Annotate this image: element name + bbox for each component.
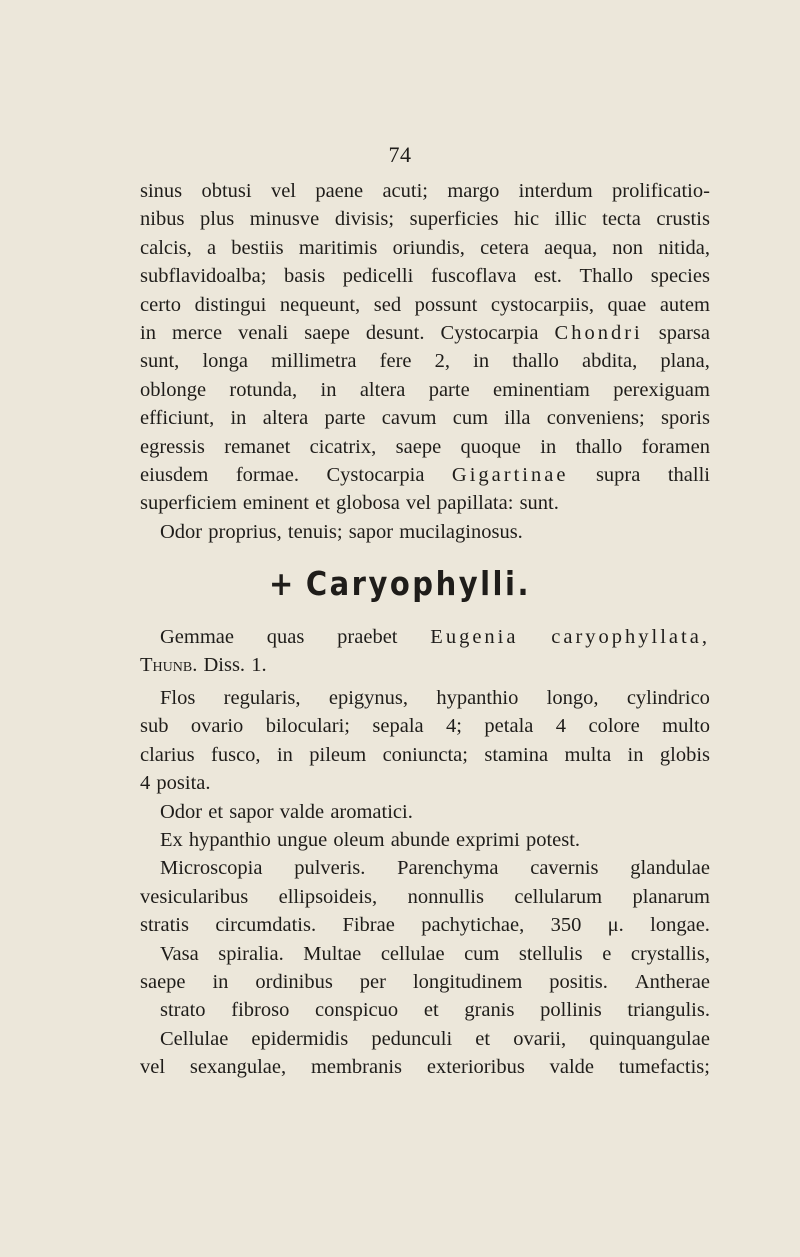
- word: thalli: [667, 463, 710, 486]
- word: margo: [447, 180, 500, 202]
- word: 4;: [446, 715, 462, 738]
- text-line: [140, 712, 710, 740]
- word: Thallo: [579, 265, 634, 288]
- word: planarum: [632, 885, 710, 908]
- paragraph-source: [140, 623, 710, 680]
- word: Gemmae: [160, 626, 234, 648]
- word: Antherae: [634, 970, 710, 993]
- word: pileum: [309, 743, 367, 766]
- word: longo,: [546, 687, 599, 709]
- word: vel: [140, 1056, 166, 1079]
- word: altera: [359, 378, 406, 401]
- word: Odor: [160, 520, 203, 543]
- word: cum: [452, 407, 489, 430]
- paragraph-flower-description: [140, 684, 710, 1081]
- word: divisis;: [334, 208, 395, 231]
- word: cetera: [480, 236, 529, 259]
- text-line: [140, 291, 710, 319]
- word: sunt.: [519, 492, 559, 515]
- word: abdita,: [582, 350, 638, 373]
- word: Gigartinae: [451, 463, 569, 486]
- word: Cystocarpia: [440, 321, 539, 344]
- word: Flos: [160, 687, 196, 709]
- word: multo: [662, 715, 710, 738]
- word: egressis: [140, 435, 205, 458]
- word: maritimis: [298, 236, 378, 259]
- word: quae: [607, 293, 647, 316]
- word: calcis,: [140, 236, 192, 259]
- word: pachytichae,: [421, 914, 525, 937]
- word: biloculari;: [265, 715, 350, 738]
- word: 1.: [251, 654, 267, 677]
- word: et: [315, 492, 330, 515]
- word: nitida,: [658, 236, 710, 259]
- word: plana,: [660, 350, 710, 373]
- text-line: [140, 1053, 710, 1081]
- word: vesicularibus: [140, 885, 249, 908]
- word: ungue: [277, 828, 328, 851]
- word: longae.: [650, 914, 710, 937]
- word: crustis: [656, 208, 710, 231]
- word: cellulae: [380, 942, 445, 965]
- word: possunt: [414, 293, 478, 316]
- word: perexiguam: [613, 378, 710, 401]
- word: illa: [504, 407, 531, 430]
- word: tenuis;: [287, 520, 343, 543]
- word: cylindrico: [626, 687, 710, 709]
- word: cystocarpiis,: [490, 293, 594, 316]
- word: distingui: [194, 293, 267, 316]
- word: sepala: [372, 715, 424, 738]
- word: bestiis: [231, 236, 284, 259]
- text-line: [140, 376, 710, 404]
- word: Parenchyma: [397, 857, 499, 880]
- word: parte: [428, 378, 470, 401]
- word: aequa,: [544, 236, 598, 259]
- word: pedunculi: [371, 1027, 453, 1050]
- word: supra: [595, 463, 641, 486]
- word: nibus: [140, 208, 185, 231]
- word: 4: [555, 715, 567, 738]
- word: coniuncta;: [382, 743, 468, 766]
- word: regularis,: [223, 687, 301, 709]
- word: millimetra: [271, 350, 357, 373]
- word: nonnullis: [407, 885, 484, 908]
- word: quoque: [460, 435, 521, 458]
- word: praebet: [337, 626, 398, 648]
- word: fere: [379, 350, 412, 373]
- word: formae.: [235, 463, 299, 486]
- word: 350: [550, 914, 582, 937]
- section-title: Caryophylli.: [305, 564, 531, 604]
- word: aromatici.: [330, 800, 413, 823]
- word: epidermidis: [251, 1027, 349, 1050]
- word: remanet: [224, 435, 291, 458]
- word: proprius,: [208, 520, 282, 543]
- word: superficies: [409, 208, 499, 231]
- page-number: 74: [388, 142, 412, 167]
- word: fusco,: [211, 743, 261, 766]
- word: sporis: [660, 407, 710, 430]
- word: in: [276, 743, 293, 766]
- word: granis: [464, 999, 515, 1022]
- word: sunt,: [140, 350, 180, 373]
- word: et: [423, 999, 439, 1022]
- word: conspicuo: [315, 999, 399, 1022]
- word: posita.: [156, 772, 211, 795]
- word: non: [612, 236, 644, 259]
- word: petala: [484, 715, 534, 738]
- word: Cystocarpia: [326, 463, 425, 486]
- text-line: [140, 1025, 710, 1053]
- word: sexangulae,: [189, 1056, 287, 1079]
- word: glandulae: [630, 857, 710, 880]
- word: Diss.: [203, 654, 246, 677]
- text-line: [140, 319, 710, 347]
- word: colore: [588, 715, 640, 738]
- text-line: [140, 968, 710, 996]
- word: valde: [549, 1056, 595, 1079]
- word: obtusi: [201, 180, 252, 202]
- paragraph-thallus-description: [140, 177, 710, 546]
- word: acuti;: [382, 180, 428, 202]
- word: cicatrix,: [309, 435, 377, 458]
- text-line: [140, 826, 710, 854]
- word: stamina: [484, 743, 549, 766]
- text-line: [140, 489, 710, 517]
- word: conveniens;: [546, 407, 645, 430]
- word: et: [475, 1027, 491, 1050]
- word: Odor: [160, 800, 203, 823]
- word: 4: [140, 772, 151, 795]
- word: basis: [284, 265, 326, 288]
- word: sapor: [229, 800, 274, 823]
- text-line: [140, 741, 710, 769]
- word: stellulis: [518, 942, 583, 965]
- cross-mark-icon: +: [269, 564, 296, 604]
- word: fuscoflava: [430, 265, 517, 288]
- word: pollinis: [540, 999, 602, 1022]
- word: fibroso: [231, 999, 290, 1022]
- word: Cellulae: [160, 1027, 229, 1050]
- word: ellipsoideis,: [278, 885, 378, 908]
- word: longitudinem: [412, 970, 523, 993]
- word: a: [206, 236, 217, 259]
- word: in: [627, 743, 644, 766]
- word: μ.: [607, 914, 624, 937]
- word: eiusdem: [140, 463, 209, 486]
- text-line: [140, 769, 710, 797]
- word: in: [540, 435, 557, 458]
- text-line: [140, 205, 710, 233]
- word: ordinibus: [255, 970, 333, 993]
- text-line: [140, 940, 710, 968]
- word: mucilaginosus.: [399, 520, 523, 543]
- text-line: [140, 177, 710, 205]
- word: positis.: [549, 970, 608, 993]
- word: sinus: [140, 180, 183, 202]
- word: cavernis: [530, 857, 599, 880]
- word: in: [212, 970, 229, 993]
- word: in: [320, 378, 337, 401]
- word: sub: [140, 715, 169, 738]
- word: pulveris.: [294, 857, 366, 880]
- word: tumefactis;: [618, 1056, 710, 1079]
- word: ovarii,: [513, 1027, 567, 1050]
- word: cellularum: [514, 885, 603, 908]
- text-line: [140, 347, 710, 375]
- word: interdum: [518, 180, 593, 202]
- text-line: [140, 262, 710, 290]
- word: Multae: [303, 942, 362, 965]
- word: exprimi: [456, 828, 520, 851]
- text-line: [140, 684, 710, 712]
- word: saepe: [304, 321, 350, 344]
- word: exterioribus: [426, 1056, 525, 1079]
- word: est.: [533, 265, 562, 288]
- word: papillata:: [437, 492, 514, 515]
- text-line: [140, 996, 710, 1024]
- word: sed: [373, 293, 402, 316]
- word: spiralia.: [218, 942, 284, 965]
- word: quas: [266, 626, 305, 648]
- word: pedicelli: [342, 265, 414, 288]
- text-line: [140, 404, 710, 432]
- word: Fibrae: [342, 914, 395, 937]
- word: abunde: [390, 828, 450, 851]
- word: merce: [172, 321, 223, 344]
- word: hypanthio: [436, 687, 519, 709]
- word: desunt.: [365, 321, 425, 344]
- word: autem: [659, 293, 710, 316]
- word: prolificatio-: [612, 180, 710, 202]
- word: oleum: [333, 828, 385, 851]
- word: crystallis,: [630, 942, 710, 965]
- word: Thunb.: [140, 654, 198, 677]
- text-line: [140, 518, 710, 546]
- text-line: [140, 798, 710, 826]
- word: illic: [554, 208, 587, 231]
- text-line: [140, 883, 710, 911]
- word: Vasa: [160, 942, 199, 965]
- word: sparsa: [658, 321, 710, 344]
- word: strato: [160, 999, 206, 1022]
- word: in: [140, 321, 156, 344]
- word: rotunda,: [229, 378, 298, 401]
- text-line: [140, 461, 710, 489]
- word: efficiunt,: [140, 407, 215, 430]
- word: epigynus,: [328, 687, 408, 709]
- text-line: [140, 234, 710, 262]
- word: in: [473, 350, 490, 373]
- word: Microscopia: [160, 857, 263, 880]
- word: paene: [315, 180, 364, 202]
- word: stratis: [140, 914, 189, 937]
- word: cum: [464, 942, 500, 965]
- word: Eugenia: [430, 626, 519, 648]
- section-heading: [0, 565, 800, 603]
- word: venali: [238, 321, 289, 344]
- word: vel: [270, 180, 296, 202]
- word: potest.: [525, 828, 581, 851]
- word: hic: [514, 208, 540, 231]
- text-line: [140, 911, 710, 939]
- word: Ex: [160, 828, 183, 851]
- word: parte: [324, 407, 366, 430]
- word: et: [208, 800, 224, 823]
- word: Chondri: [554, 321, 643, 344]
- text-line: [140, 854, 710, 882]
- word: subflavidoalba;: [140, 265, 267, 288]
- word: oriundis,: [392, 236, 465, 259]
- word: ovario: [190, 715, 244, 738]
- text-line: [140, 623, 710, 651]
- word: per: [359, 970, 386, 993]
- word: eminent: [242, 492, 309, 515]
- text-line: [140, 651, 710, 679]
- word: superficiem: [140, 492, 237, 515]
- word: thallo: [512, 350, 559, 373]
- word: thallo: [575, 435, 623, 458]
- word: saepe: [395, 435, 442, 458]
- word: e: [602, 942, 612, 965]
- word: globis: [659, 743, 710, 766]
- word: species: [650, 265, 710, 288]
- word: caryophyllata,: [551, 626, 710, 648]
- word: saepe: [140, 970, 186, 993]
- word: quinquangulae: [589, 1027, 710, 1050]
- word: certo: [140, 293, 181, 316]
- word: multa: [564, 743, 612, 766]
- word: eminentiam: [493, 378, 590, 401]
- word: 2,: [434, 350, 450, 373]
- word: nequeunt,: [279, 293, 361, 316]
- word: plus: [200, 208, 235, 231]
- word: tecta: [602, 208, 641, 231]
- word: altera: [262, 407, 309, 430]
- word: hypanthio: [188, 828, 271, 851]
- word: in: [230, 407, 247, 430]
- word: oblonge: [140, 378, 207, 401]
- text-line: [140, 433, 710, 461]
- word: cavum: [381, 407, 437, 430]
- word: sapor: [348, 520, 394, 543]
- word: triangulis.: [627, 999, 710, 1022]
- word: circumdatis.: [215, 914, 317, 937]
- word: clarius: [140, 743, 195, 766]
- word: minusve: [249, 208, 320, 231]
- word: foramen: [641, 435, 710, 458]
- word: vel: [405, 492, 431, 515]
- word: globosa: [336, 492, 400, 515]
- word: longa: [202, 350, 248, 373]
- word: membranis: [310, 1056, 403, 1079]
- word: valde: [279, 800, 325, 823]
